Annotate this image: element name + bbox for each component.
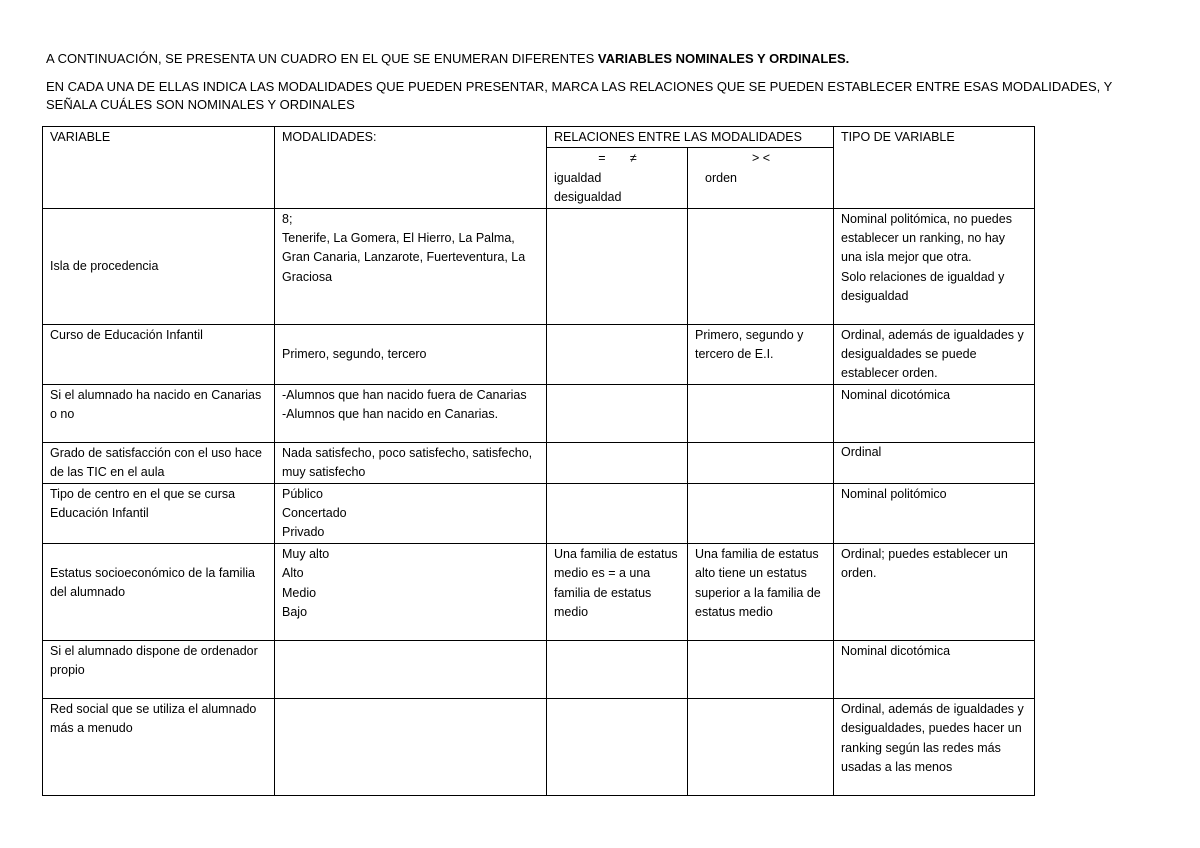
instructions-line-2: EN CADA UNA DE ELLAS INDICA LAS MODALIDADES QUE PUEDEN PRESENTAR, MARCA LAS RELACIONES QUE SE PUEDEN ESTABLECER ENTRE ESAS MODALIDADES, Y SEÑALA CUÁLES SON NOMINALES Y ORDINALES [46, 79, 1113, 112]
cell-orden [688, 208, 834, 324]
cell-modalidades [275, 208, 547, 324]
cell-modalidades [275, 640, 547, 698]
cell-tipo [834, 442, 1035, 483]
cell-variable: Si el alumnado dispone de ordenador propio [43, 640, 275, 698]
modalidad-line: Muy alto [282, 546, 330, 561]
subheader-orden [688, 148, 834, 208]
cell-tipo [834, 640, 1035, 698]
table-header-row [43, 127, 1035, 148]
tipo-line: Nominal dicotómica [841, 643, 951, 658]
cell-orden: Primero, segundo y tercero de E.I. [688, 324, 834, 384]
subheader-igualdad [547, 148, 688, 208]
modalidad-line: Medio [282, 585, 317, 600]
cell-igualdad [547, 698, 688, 795]
cell-igualdad [547, 483, 688, 543]
header-modalidades: MODALIDADES: [275, 127, 547, 209]
cell-igualdad [547, 640, 688, 698]
cell-igualdad [547, 324, 688, 384]
tipo-line: Ordinal [841, 444, 882, 459]
cell-tipo [834, 324, 1035, 384]
tipo-line: Nominal politómico [841, 486, 947, 501]
cell-modalidades [275, 543, 547, 640]
tipo-line: Ordinal; puedes establecer un orden. [841, 546, 1008, 581]
desigualdad-label: desigualdad [554, 190, 622, 205]
modalidad-line: -Alumnos que han nacido en Canarias. [282, 407, 499, 422]
cell-variable: Estatus socioeconómico de la familia del alumnado [43, 543, 275, 640]
orden-label: orden [705, 170, 737, 185]
cell-modalidades [275, 483, 547, 543]
modalidad-line: Tenerife, La Gomera, El Hierro, La Palma, Gran Canaria, Lanzarote, Fuerteventura, La Graciosa [282, 231, 526, 284]
cell-orden: Una familia de estatus alto tiene un estatus superior a la familia de estatus medio [688, 543, 834, 640]
cell-variable: Tipo de centro en el que se cursa Educación Infantil [43, 483, 275, 543]
instructions-emphasis: VARIABLES NOMINALES Y ORDINALES. [597, 51, 850, 66]
modalidad-line: -Alumnos que han nacido fuera de Canarias [282, 387, 527, 402]
table-row [43, 384, 1035, 442]
table-row [43, 640, 1035, 698]
cell-orden [688, 483, 834, 543]
modalidad-line: Primero, segundo, tercero [282, 346, 427, 361]
cell-igualdad [547, 384, 688, 442]
instructions-line-1: A CONTINUACIÓN, SE PRESENTA UN CUADRO EN EL QUE SE ENUMERAN DIFERENTES VARIABLES NOMINALES Y ORDINALES. [46, 51, 850, 66]
cell-tipo [834, 543, 1035, 640]
cell-igualdad [547, 442, 688, 483]
cell-orden [688, 442, 834, 483]
cell-modalidades [275, 698, 547, 795]
cell-variable: Isla de procedencia [43, 208, 275, 324]
modalidad-line: Alto [282, 566, 304, 581]
cell-variable: Si el alumnado ha nacido en Canarias o no [43, 384, 275, 442]
table-row [43, 543, 1035, 640]
cell-variable: Curso de Educación Infantil [43, 324, 275, 384]
cell-tipo [834, 384, 1035, 442]
cell-orden [688, 640, 834, 698]
table-row [43, 208, 1035, 324]
cell-modalidades [275, 442, 547, 483]
modalidad-line: Nada satisfecho, poco satisfecho, satisfecho, muy satisfecho [282, 445, 533, 480]
tipo-line: Ordinal, además de igualdades y desigualdades se puede establecer orden. [841, 327, 1024, 381]
cell-igualdad: Una familia de estatus medio es = a una familia de estatus medio [547, 543, 688, 640]
header-tipo: TIPO DE VARIABLE [834, 127, 1035, 209]
igualdad-label: igualdad [554, 170, 602, 185]
table-row [43, 698, 1035, 795]
tipo-line: Ordinal, además de igualdades y desigualdades, puedes hacer un ranking según las redes más usadas a las menos [841, 701, 1024, 775]
cell-tipo [834, 208, 1035, 324]
modalidad-line: Público [282, 486, 323, 501]
table-row [43, 483, 1035, 543]
cell-igualdad [547, 208, 688, 324]
modalidad-line: Bajo [282, 605, 308, 620]
orden-symbols: > < [751, 151, 771, 166]
header-variable: VARIABLE [43, 127, 275, 209]
cell-orden [688, 698, 834, 795]
header-relaciones: RELACIONES ENTRE LAS MODALIDADES [547, 127, 834, 148]
variables-table [42, 126, 1035, 796]
modalidad-line: Concertado [282, 506, 347, 521]
instructions [46, 50, 1166, 124]
cell-variable: Red social que se utiliza el alumnado más a menudo [43, 698, 275, 795]
cell-tipo [834, 483, 1035, 543]
cell-tipo [834, 698, 1035, 795]
cell-modalidades [275, 384, 547, 442]
tipo-line: Nominal politómica, no puedes establecer un ranking, no hay una isla mejor que otra. [841, 211, 1012, 265]
cell-variable: Grado de satisfacción con el uso hace de las TIC en el aula [43, 442, 275, 483]
tipo-line: Nominal dicotómica [841, 387, 951, 402]
modalidad-line: 8; [282, 211, 293, 226]
tipo-line: Solo relaciones de igualdad y desigualdad [841, 269, 1005, 304]
cell-modalidades [275, 324, 547, 384]
table-row [43, 442, 1035, 483]
modalidad-line: Privado [282, 525, 325, 540]
cell-orden [688, 384, 834, 442]
igualdad-symbols: = ≠ [598, 151, 637, 166]
table-row [43, 324, 1035, 384]
